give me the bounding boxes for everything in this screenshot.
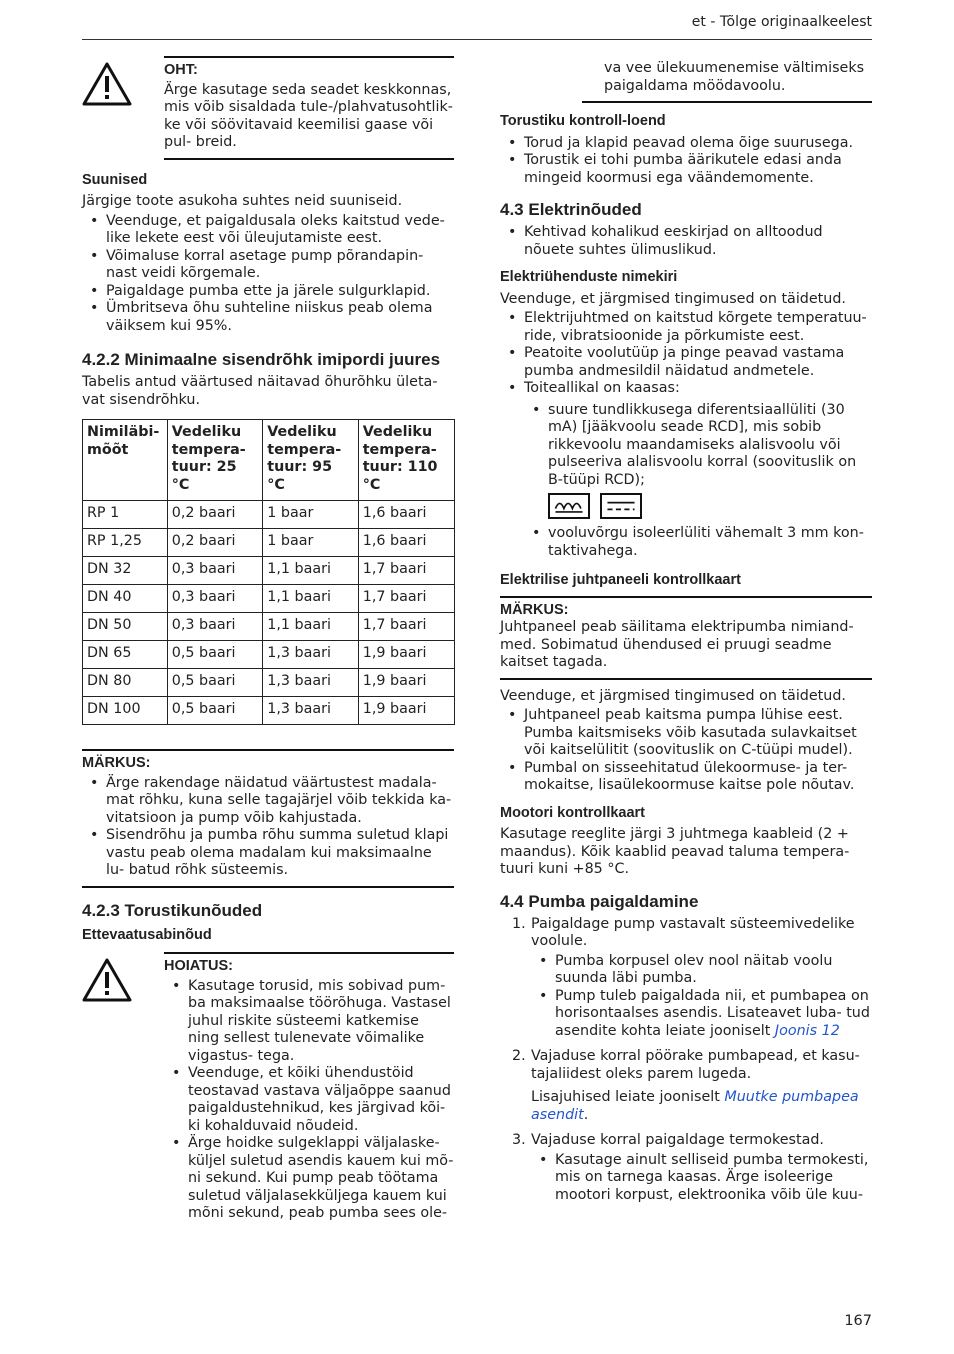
elektri-title: Elektriühenduste nimekiri: [500, 269, 678, 285]
table-cell: 1,3 baari: [263, 697, 358, 725]
table-cell: 1 baar: [263, 501, 358, 529]
section-422-intro: Tabelis antud väärtused näitavad õhurõhku ületa- vat sisendrõhku.: [82, 374, 438, 408]
section-44-title: 4.4 Pumba paigaldamine: [500, 891, 699, 911]
left-column: [82, 56, 454, 1223]
table-header-row: [83, 420, 455, 501]
step-1-list: [531, 953, 872, 1041]
list-item-text: suure tundlikkusega diferentsiaallüliti (30 mA) [jääkvoolu seade RCD], mis sobib rikkevoolu maandamiseks alalisvoolu või pulseeriva alalisvoolu korral (soovituslik on B-tüüpi RCD);: [548, 401, 857, 488]
table-row: [83, 641, 455, 669]
pulsating-dc-icon: [548, 493, 590, 519]
danger-title: OHT:: [164, 62, 198, 78]
list-item: • Peatoite voolutüüp ja pinge peavad vastama pumba andmesildil näidatud andmetele.: [500, 345, 872, 380]
table-cell: 1,6 baari: [358, 501, 454, 529]
table-cell: 1,6 baari: [358, 529, 454, 557]
note-title: MÄRKUS:: [82, 755, 151, 771]
list-item: [531, 988, 872, 1041]
warning-triangle-icon: [82, 62, 132, 106]
table-cell: 1,9 baari: [358, 697, 454, 725]
header-text: et - Tõlge originaalkeelest: [691, 14, 872, 30]
list-item: • Võimaluse korral asetage pump põrandapin- nast veidi kõrgemale.: [82, 248, 454, 283]
section-43-title: 4.3 Elektrinõuded: [500, 200, 642, 219]
note-list: [82, 775, 454, 880]
mootor-text: Kasutage reeglite järgi 3 juhtmega kaableid (2 + maandus). Kõik kaablid peavad taluma tempera- tuuri kuni +85 °C.: [500, 826, 850, 877]
step-3: [500, 1132, 872, 1204]
juhtpaneel-list: [500, 707, 872, 795]
table-cell: DN 80: [83, 669, 168, 697]
list-item: • Kasutage ainult selliseid pumba termokesti, mis on tarnega kaasas. Ärge isoleerige mootori korpust, elektroonika võib üle kuu-: [531, 1152, 872, 1205]
table-cell: 1,9 baari: [358, 669, 454, 697]
suunised-title: Suunised: [82, 171, 148, 188]
install-steps: [500, 916, 872, 1205]
section-423-sub: Ettevaatusabinõud: [82, 926, 212, 943]
table-cell: DN 50: [83, 613, 168, 641]
list-item: • Kasutage torusid, mis sobivad pum- ba maksimaalse töörõhuga. Vastasel juhul riskite süsteemi katkemise ning sellest tulenevate võimalike vigastus- tega.: [164, 978, 454, 1066]
step-3-list: [531, 1152, 872, 1205]
note-box: [82, 749, 454, 888]
danger-callout: [82, 56, 454, 160]
section-422-title: 4.2.2 Minimaalne sisendrõhk imipordi juures: [82, 350, 441, 369]
step-2-more: [531, 1089, 872, 1124]
juhtpaneel-title: Elektrilise juhtpaneeli kontrollkaart: [500, 572, 741, 588]
juhtpaneel-note: [500, 596, 872, 680]
warning-title: HOIATUS:: [164, 958, 234, 974]
table-row: [83, 585, 455, 613]
table-row: [83, 697, 455, 725]
list-item: • Ümbritseva õhu suhteline niiskus peab olema väiksem kui 95%.: [82, 300, 454, 335]
step-text: Vajaduse korral paigaldage termokestad.: [531, 1132, 824, 1148]
warning-triangle-icon: [82, 958, 132, 1002]
table-cell: 1,1 baari: [263, 585, 358, 613]
table-cell: DN 65: [83, 641, 168, 669]
page-number: 167: [844, 1313, 872, 1329]
suunised-list: [82, 213, 454, 336]
table-row: [83, 557, 455, 585]
list-item: • Sisendrõhu ja pumba rõhu summa suletud klapi vastu peab olema madalam kui maksimaalne lu- batud rõhk süsteemis.: [82, 827, 454, 880]
dc-icon: [600, 493, 642, 519]
table-header: Vedeliku tempera- tuur: 25 °C: [167, 420, 262, 501]
list-item: • Pumba korpusel olev nool näitab voolu suunda läbi pumba.: [531, 953, 872, 988]
table-header: Vedeliku tempera- tuur: 110 °C: [358, 420, 454, 501]
table-cell: 0,2 baari: [167, 501, 262, 529]
table-cell: RP 1: [83, 501, 168, 529]
danger-box: [164, 56, 454, 160]
table-cell: 0,3 baari: [167, 557, 262, 585]
table-row: [83, 529, 455, 557]
table-header: Nimiläbi- mõõt: [83, 420, 168, 501]
step-2: [500, 1048, 872, 1124]
rcd-symbols: [548, 493, 872, 519]
rotate-head-link[interactable]: Muutke pumbapea asendit: [531, 1089, 859, 1123]
list-item: • Ärge hoidke sulgeklappi väljalaske- küljel suletud asendis kauem kui mõ- ni sekund. Kui pump peab töötama suletud väljalasekküljega kauem kui mõni sekund, peab pumba sees ole-: [164, 1135, 454, 1223]
table-cell: 1,3 baari: [263, 669, 358, 697]
table-cell: 1,7 baari: [358, 613, 454, 641]
warning-continued: [582, 60, 872, 103]
table-row: [83, 501, 455, 529]
list-item: • Ärge rakendage näidatud väärtustest madala- mat rõhku, kuna selle tagajärjel võib tekkida ka- vitatsioon ja pump võib kahjustada.: [82, 775, 454, 828]
juhtpaneel-intro: Veenduge, et järgmised tingimused on täidetud.: [500, 687, 846, 704]
pressure-table: [82, 419, 455, 725]
table-cell: 1 baar: [263, 529, 358, 557]
elektri-sublist: [524, 402, 872, 561]
table-cell: DN 32: [83, 557, 168, 585]
list-item: • Veenduge, et kõiki ühendustöid teostavad vastava väljaõppe saanud paigaldustehnikud, kes järgivad kõi- ki kohalduvaid nõudeid.: [164, 1065, 454, 1135]
list-item: • Torustik ei tohi pumba äärikutele edasi anda mingeid koormusi ega väändemomente.: [500, 152, 872, 187]
table-cell: 0,3 baari: [167, 613, 262, 641]
warning-callout: [82, 952, 454, 1223]
table-cell: 1,1 baari: [263, 613, 358, 641]
table-row: [83, 613, 455, 641]
figure-link[interactable]: Joonis 12: [774, 1022, 840, 1039]
list-item: • Torud ja klapid peavad olema õige suurusega.: [500, 135, 872, 153]
table-cell: 1,1 baari: [263, 557, 358, 585]
list-item: • Pumbal on sisseehitatud ülekoormuse- ja ter- mokaitse, lisaülekoormuse kaitse pole nõutav.: [500, 760, 872, 795]
list-item: • Elektrijuhtmed on kaitstud kõrgete temperatuu- ride, vibratsioonide ja põrkumiste eest.: [500, 310, 872, 345]
list-item: • Juhtpaneel peab kaitsma pumpa lühise eest. Pumba kaitsmiseks võib kasutada sulavkaitset või kaitselülitit (soovituslik on C-tüüpi mudel).: [500, 707, 872, 760]
warning-continued-text: va vee ülekuumenemise vältimiseks paigaldama möödavoolu.: [604, 60, 865, 94]
warning-box: [164, 952, 454, 1223]
list-item: • Toiteallikal on kaasas:: [500, 380, 872, 398]
mootor-title: Mootori kontrollkaart: [500, 804, 646, 821]
torustik-list: [500, 135, 872, 188]
table-row: [83, 669, 455, 697]
list-item: • Veenduge, et paigaldusala oleks kaitstud vede- like lekete eest või üleujutamiste eest.: [82, 213, 454, 248]
step-number: 2.: [512, 1048, 526, 1064]
danger-text: Ärge kasutage seda seadet keskkonnas, mis võib sisaldada tule-/plahvatusohtlik- ke või söövitavaid keemilisi gaase või pul- breid.: [164, 81, 453, 150]
note-title: MÄRKUS:: [500, 601, 569, 618]
table-cell: DN 100: [83, 697, 168, 725]
table-cell: RP 1,25: [83, 529, 168, 557]
more-end: .: [583, 1106, 589, 1123]
more-text: Lisajuhised leiate jooniselt: [531, 1089, 725, 1105]
table-header: Vedeliku tempera- tuur: 95 °C: [263, 420, 358, 501]
section-43-list: [500, 224, 872, 259]
section-423-title: 4.2.3 Torustikunõuded: [82, 900, 263, 920]
list-item: • vooluvõrgu isoleerlüliti vähemalt 3 mm kon- taktivahega.: [524, 525, 872, 560]
table-cell: 0,5 baari: [167, 641, 262, 669]
elektri-list: [500, 310, 872, 398]
suunised-intro: Järgige toote asukoha suhtes neid suuniseid.: [82, 193, 403, 209]
step-1: [500, 916, 872, 1041]
step-number: 1.: [512, 915, 526, 932]
step-text: Paigaldage pump vastavalt süsteemivedelike voolule.: [531, 915, 855, 949]
note-text: Juhtpaneel peab säilitama elektripumba nimiand- med. Sobimatud ühendused ei pruugi seadme kaitset tagada.: [500, 619, 854, 670]
elektri-intro: Veenduge, et järgmised tingimused on täidetud.: [500, 290, 846, 307]
list-item: [524, 402, 872, 520]
table-cell: 0,5 baari: [167, 669, 262, 697]
warning-list: [164, 978, 454, 1223]
right-column: [500, 60, 872, 1204]
table-cell: 1,7 baari: [358, 585, 454, 613]
list-item-text: Pump tuleb paigaldada nii, et pumbapea on horisontaalses asendis. Lisateavet luba- tud asendite kohta leiate jooniselt: [555, 987, 870, 1039]
table-cell: 0,5 baari: [167, 697, 262, 725]
step-text: Vajaduse korral pöörake pumbapead, et kasu- tajaliidest oleks parem lugeda.: [531, 1048, 860, 1082]
step-number: 3.: [512, 1132, 526, 1148]
table-cell: 0,2 baari: [167, 529, 262, 557]
table-cell: 0,3 baari: [167, 585, 262, 613]
table-cell: DN 40: [83, 585, 168, 613]
page-header: [82, 14, 872, 40]
table-cell: 1,3 baari: [263, 641, 358, 669]
list-item: • Paigaldage pumba ette ja järele sulgurklapid.: [82, 283, 454, 301]
table-cell: 1,7 baari: [358, 557, 454, 585]
list-item: • Kehtivad kohalikud eeskirjad on alltoodud nõuete suhtes ülimuslikud.: [500, 224, 872, 259]
table-cell: 1,9 baari: [358, 641, 454, 669]
torustik-title: Torustiku kontroll-loend: [500, 113, 666, 129]
